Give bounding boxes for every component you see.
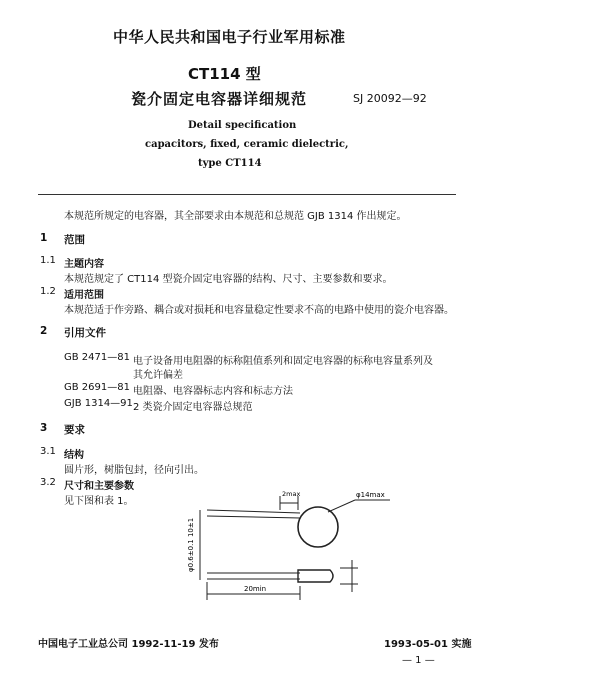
dim-top-label: 2max xyxy=(282,490,301,498)
title-english-line-3: type CT114 xyxy=(198,158,262,169)
section-1-title: 范围 xyxy=(64,234,85,246)
title-name: 瓷介固定电容器详细规范 xyxy=(131,90,308,108)
section-3-2-title: 尺寸和主要参数 xyxy=(64,481,134,492)
ref-text: 电子设备用电阻器的标称阻值系列和固定电容器的标称电容量系列及 xyxy=(133,356,433,367)
issue-date: 中国电子工业总公司 1992-11-19 发布 xyxy=(38,639,219,650)
section-1-1-text: 本规范规定了 CT114 型瓷介固定电容器的结构、尺寸、主要参数和要求。 xyxy=(64,274,393,285)
page-number: — 1 — xyxy=(402,655,435,666)
section-1-2-title: 适用范围 xyxy=(64,290,104,301)
section-1-2-num: 1.2 xyxy=(40,286,56,297)
section-3-1-title: 结构 xyxy=(64,450,84,461)
ref-text: 电阻器、电容器标志内容和标志方法 xyxy=(133,386,293,397)
intro-text: 本规范所规定的电容器，其全部要求由本规范和总规范 GJB 1314 作出规定。 xyxy=(64,211,407,222)
standard-code: SJ 20092—92 xyxy=(353,92,427,105)
ref-text-cont: 其允许偏差 xyxy=(133,370,183,381)
section-1-1-title: 主题内容 xyxy=(64,259,104,270)
ref-text: 2 类瓷介固定电容器总规范 xyxy=(133,402,253,413)
dim-diameter-label: φ14max xyxy=(356,491,385,499)
section-3-num: 3 xyxy=(40,422,48,434)
section-2-title: 引用文件 xyxy=(64,327,106,339)
title-model: CT114 型 xyxy=(188,65,261,83)
section-3-1-text: 圆片形，树脂包封，径向引出。 xyxy=(64,465,204,476)
document-header: 中华人民共和国电子行业军用标准 xyxy=(113,28,346,46)
ref-code: GB 2691—81 xyxy=(64,382,130,393)
dim-vertical-label: φ0.6±0.1 10±1 xyxy=(187,517,195,572)
dim-length-label: 20min xyxy=(244,585,267,593)
title-english-line-1: Detail specification xyxy=(188,120,297,131)
ref-code: GJB 1314—91 xyxy=(64,398,133,409)
section-1-num: 1 xyxy=(40,232,48,244)
ref-code: GB 2471—81 xyxy=(64,352,130,363)
section-1-2-text: 本规范适于作旁路、耦合或对损耗和电容量稳定性要求不高的电路中使用的瓷介电容器。 xyxy=(64,305,454,316)
effective-date: 1993-05-01 实施 xyxy=(384,639,472,650)
title-english-line-2: capacitors, fixed, ceramic dielectric, xyxy=(145,139,349,150)
section-3-2-text: 见下图和表 1。 xyxy=(64,496,134,507)
section-3-1-num: 3.1 xyxy=(40,446,56,457)
section-2-num: 2 xyxy=(40,325,48,337)
section-3-2-num: 3.2 xyxy=(40,477,56,488)
section-3-title: 要求 xyxy=(64,424,85,436)
section-1-1-num: 1.1 xyxy=(40,255,56,266)
